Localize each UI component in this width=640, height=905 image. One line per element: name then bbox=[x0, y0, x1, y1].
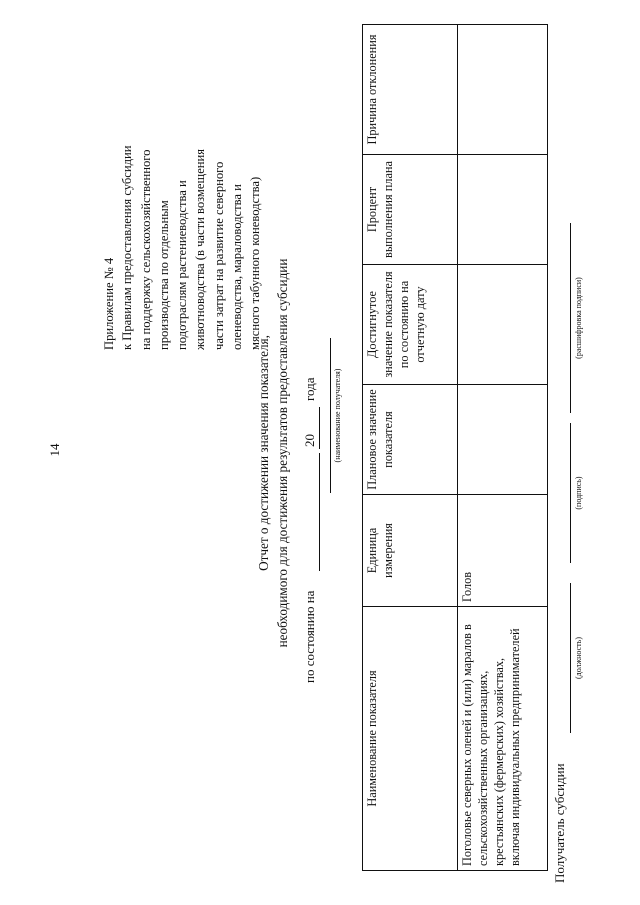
position-caption: (должность) bbox=[574, 637, 583, 679]
column-header: Причина отклонения bbox=[363, 25, 458, 155]
percent-cell bbox=[458, 155, 548, 265]
report-title-line: необходимого для достижения результатов предоставления субсидии bbox=[275, 258, 291, 648]
table-header-row bbox=[363, 25, 458, 871]
achieved-value-cell bbox=[458, 265, 548, 385]
signature-field-line bbox=[570, 423, 571, 563]
decoding-field-line bbox=[570, 223, 571, 413]
table-row bbox=[458, 25, 548, 871]
unit-cell: Голов bbox=[458, 495, 548, 607]
appendix-line: животноводства (в части возмещения bbox=[193, 148, 208, 350]
column-header: Процент выполнения плана bbox=[363, 155, 458, 265]
date-field-line bbox=[319, 453, 320, 571]
appendix-line: к Правилам предоставления субсидии bbox=[120, 145, 135, 350]
indicator-table bbox=[362, 24, 548, 871]
year-field-line bbox=[319, 407, 320, 449]
page-number: 14 bbox=[47, 443, 62, 457]
as-of-prefix: по состоянию на bbox=[302, 590, 317, 683]
appendix-line: оленеводства, мараловодства и bbox=[229, 184, 244, 350]
report-title-line: Отчет о достижении значения показателя, bbox=[256, 335, 271, 571]
appendix-line: части затрат на развитие северного bbox=[211, 161, 226, 350]
year-suffix: года bbox=[302, 377, 317, 401]
reason-cell bbox=[458, 25, 548, 155]
column-header: Наименование показателя bbox=[363, 607, 458, 871]
recipient-caption: (наименование получателя) bbox=[333, 368, 342, 463]
appendix-line: Приложение № 4 bbox=[102, 257, 116, 350]
column-header: Плановое значение показателя bbox=[363, 385, 458, 495]
signature-caption: (подпись) bbox=[574, 476, 583, 510]
column-header: Достигнутое значение показателя по состоянию на отчетную дату bbox=[363, 265, 458, 385]
position-field-line bbox=[570, 583, 571, 733]
decoding-caption: (расшифровка подписи) bbox=[574, 277, 583, 359]
recipient-field-line bbox=[330, 338, 331, 493]
appendix-block bbox=[100, 20, 264, 350]
appendix-line: производства по отдельным bbox=[156, 200, 171, 350]
recipient-signature-label: Получатель субсидии bbox=[552, 763, 567, 883]
indicator-cell: Поголовье северных оленей и (или) маралов в сельскохозяйственных организациях, крестьянских (фермерских) хозяйствах, включая индивидуальных предпринимателей bbox=[458, 607, 548, 871]
year-prefix: 20 bbox=[302, 434, 317, 447]
planned-value-cell bbox=[458, 385, 548, 495]
as-of-line bbox=[302, 223, 326, 683]
appendix-line: подотраслям растениеводства и bbox=[175, 180, 189, 350]
column-header: Единица измерения bbox=[363, 495, 458, 607]
report-title bbox=[254, 183, 292, 723]
rotated-document bbox=[82, 13, 630, 893]
appendix-line: на поддержку сельскохозяйственного bbox=[138, 149, 153, 350]
appendix-line: мясного табунного коневодства) bbox=[248, 176, 262, 350]
